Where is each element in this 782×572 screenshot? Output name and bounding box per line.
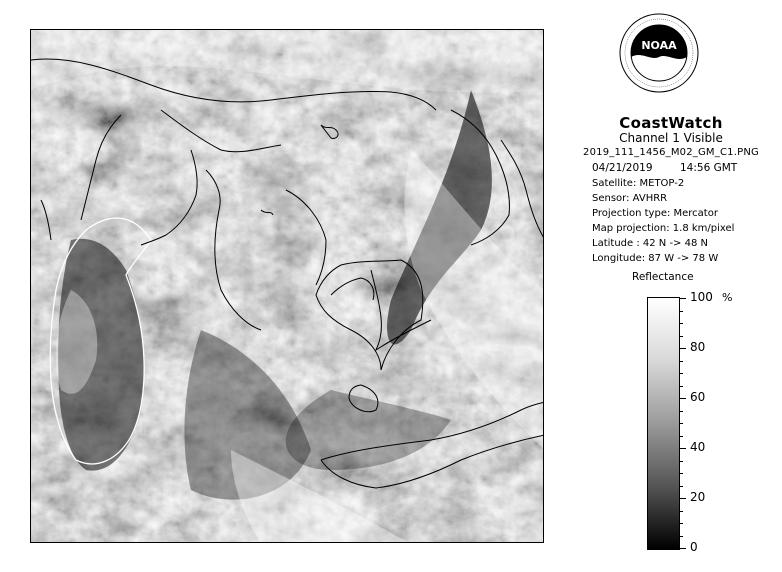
colorbar-tick	[680, 448, 686, 449]
satellite-map-svg	[31, 30, 544, 543]
satellite-label: Satellite: METOP-2	[592, 178, 685, 189]
colorbar-tick	[680, 361, 683, 362]
noaa-logo-text: NOAA	[641, 39, 677, 52]
colorbar-tick	[680, 511, 683, 512]
noaa-logo-icon	[619, 13, 699, 93]
colorbar-tick	[680, 348, 686, 349]
reflectance-colorbar	[647, 297, 680, 550]
colorbar-tick-label: 20	[690, 490, 706, 504]
date-label: 04/21/2019	[592, 162, 653, 174]
colorbar-tick-label: 60	[690, 390, 706, 404]
colorbar-title: Reflectance	[632, 271, 694, 283]
sensor-label: Sensor: AVHRR	[592, 193, 668, 204]
colorbar-tick	[680, 298, 686, 299]
colorbar-tick	[680, 523, 683, 524]
satellite-image	[30, 29, 544, 543]
colorbar-tick	[680, 548, 686, 549]
colorbar-tick-label: 0	[690, 540, 698, 554]
filename-label: 2019_111_1456_M02_GM_C1.PNG	[583, 147, 759, 158]
time-label: 14:56 GMT	[680, 162, 738, 174]
colorbar-tick-label: 40	[690, 440, 706, 454]
colorbar-tick	[680, 311, 683, 312]
colorbar-tick	[680, 323, 683, 324]
colorbar-tick	[680, 498, 686, 499]
channel-label: Channel 1 Visible	[619, 131, 723, 145]
colorbar-tick	[680, 373, 683, 374]
colorbar-tick	[680, 461, 683, 462]
colorbar-tick	[680, 486, 683, 487]
projection-type-label: Projection type: Mercator	[592, 208, 718, 219]
colorbar-tick	[680, 436, 683, 437]
map-projection-label: Map projection: 1.8 km/pixel	[592, 223, 735, 234]
colorbar-tick	[680, 411, 683, 412]
colorbar-tick	[680, 423, 683, 424]
latitude-label: Latitude : 42 N -> 48 N	[592, 238, 708, 249]
colorbar-tick	[680, 398, 686, 399]
colorbar-tick-label: 100	[690, 290, 713, 304]
colorbar-tick-label: 80	[690, 340, 706, 354]
colorbar-unit: %	[722, 291, 733, 304]
colorbar-tick	[680, 386, 683, 387]
longitude-label: Longitude: 87 W -> 78 W	[592, 253, 719, 264]
colorbar-tick	[680, 473, 683, 474]
colorbar-tick	[680, 336, 683, 337]
product-title: CoastWatch	[619, 114, 723, 132]
colorbar-tick	[680, 536, 683, 537]
